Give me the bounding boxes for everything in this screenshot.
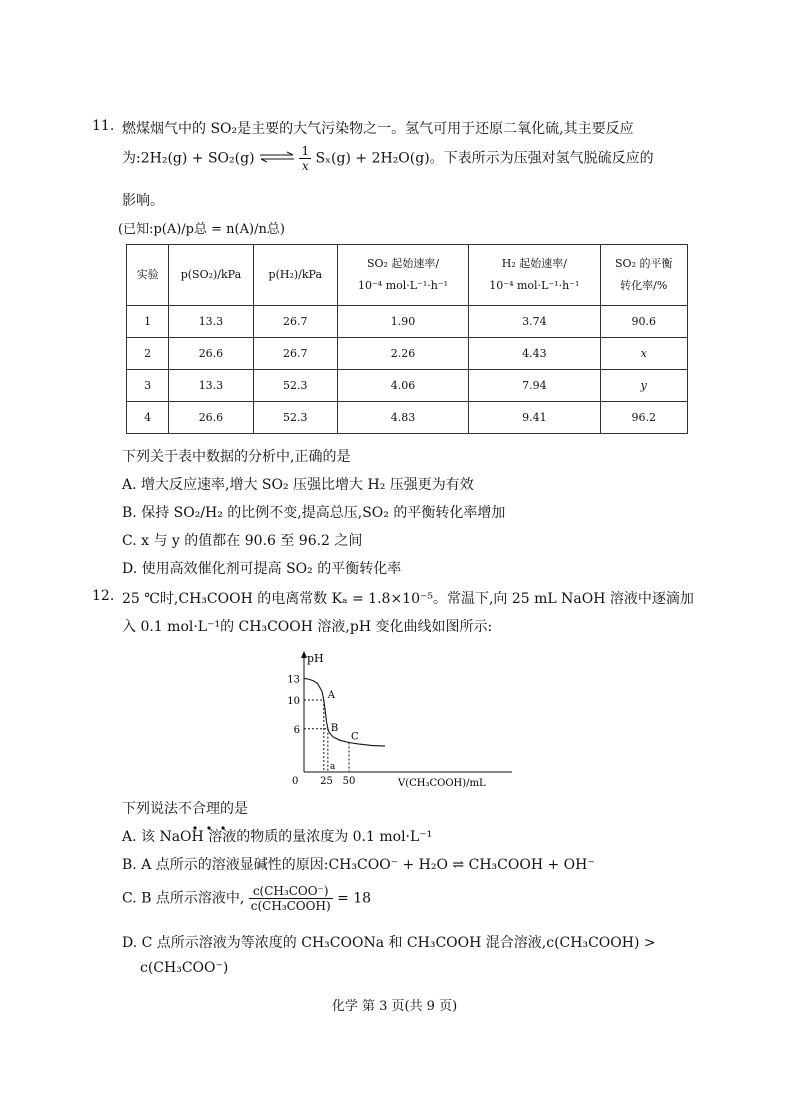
table-cell: 96.2 (600, 402, 688, 434)
x-tick-label: 25 (320, 776, 333, 787)
q12-option-c[interactable] (122, 884, 371, 924)
table-cell: y (600, 370, 688, 402)
origin-label: 0 (292, 776, 299, 787)
q11-line1: 燃煤烟气中的 SO₂是主要的大气污染物之一。氢气可用于还原二氧化硫,其主要反应 (122, 121, 634, 137)
table-cell: 4.43 (469, 338, 600, 370)
table-header-cell: p(H₂)/kPa (253, 245, 337, 306)
page-footer: 化学 第 3 页(共 9 页) (331, 999, 458, 1014)
table-header-cell: p(SO₂)/kPa (169, 245, 253, 306)
q12-prompt-after: 的是 (220, 801, 248, 817)
q11-line2-prefix: 为:2H₂(g) + SO₂(g) (122, 150, 255, 167)
table-row (127, 370, 688, 402)
point-label-c: C (351, 731, 359, 743)
table-cell: 26.6 (169, 338, 253, 370)
q11-frac-den: x (301, 159, 309, 173)
table-cell: 4.83 (337, 402, 468, 434)
table-header-cell: H₂ 起始速率/ 10⁻⁴ mol·L⁻¹·h⁻¹ (469, 245, 600, 306)
q12-option-d[interactable]: D. C 点所示溶液为等浓度的 CH₃COONa 和 CH₃COOH 混合溶液,c(CH₃COOH) > (122, 935, 656, 951)
y-tick-label: 10 (287, 696, 300, 707)
table-cell: 26.6 (169, 402, 253, 434)
table-header-cell: SO₂ 的平衡 转化率/% (600, 245, 688, 306)
y-tick-label: 13 (287, 674, 300, 686)
equilibrium-arrow-icon (259, 151, 295, 167)
q12-optc-suffix: = 18 (337, 890, 372, 907)
q11-frac-num: 1 (301, 144, 310, 158)
q12-prompt-before: 下列说法 (122, 801, 178, 817)
q12-prompt (122, 798, 248, 818)
q12-option-b[interactable]: B. A 点所示的溶液显碱性的原因:CH₃COO⁻ + H₂O ⇌ CH₃COOH + OH⁻ (122, 857, 595, 873)
q12-optc-fraction (249, 884, 333, 913)
point-label-b: B (330, 722, 339, 734)
y-tick-label: 6 (293, 724, 300, 736)
q11-fraction (299, 144, 311, 173)
q11-line2 (122, 144, 654, 184)
table-cell: 52.3 (253, 402, 337, 434)
table-cell: 1.90 (337, 306, 468, 338)
table-cell: 4.06 (337, 370, 468, 402)
table-header-cell: 实验 (127, 245, 169, 306)
table-header-cell: SO₂ 起始速率/ 10⁻⁴ mol·L⁻¹·h⁻¹ (337, 245, 468, 306)
q12-number: 12. (92, 588, 115, 604)
table-cell: 26.7 (253, 338, 337, 370)
table-cell: 3 (127, 370, 169, 402)
q11-line3: 影响。 (122, 193, 164, 209)
table-cell: 7.94 (469, 370, 600, 402)
q11-option-c[interactable]: C. x 与 y 的值都在 90.6 至 96.2 之间 (122, 533, 363, 549)
q11-prompt: 下列关于表中数据的分析中,正确的是 (122, 449, 351, 465)
ph-titration-chart (280, 648, 520, 788)
q12-optc-num: c(CH₃COO⁻) (249, 884, 333, 899)
q12-prompt-emphasis: 不合理 (178, 801, 220, 817)
table-cell: 13.3 (169, 306, 253, 338)
y-axis-label: pH (307, 652, 324, 665)
q12-option-d-cont: c(CH₃COO⁻) (140, 960, 229, 976)
table-header-row (127, 245, 688, 306)
table-row (127, 338, 688, 370)
q11-option-b[interactable]: B. 保持 SO₂/H₂ 的比例不变,提高总压,SO₂ 的平衡转化率增加 (122, 505, 506, 521)
emphasis-dots (188, 816, 236, 822)
table-cell: 1 (127, 306, 169, 338)
table-cell: 9.41 (469, 402, 600, 434)
point-label-a: A (327, 690, 336, 701)
table-cell: 52.3 (253, 370, 337, 402)
q11-number: 11. (92, 118, 115, 134)
q11-known: (已知:p(A)/p总 = n(A)/n总) (118, 222, 285, 237)
table-cell: 13.3 (169, 370, 253, 402)
table-row (127, 402, 688, 434)
table-cell: 90.6 (600, 306, 688, 338)
x-tick-label: 50 (342, 776, 356, 787)
q11-line2-suffix: Sₓ(g) + 2H₂O(g)。下表所示为压强对氢气脱硫反应的 (315, 150, 654, 167)
table-cell: 4 (127, 402, 169, 434)
q12-option-a[interactable]: A. 该 NaOH 溶液的物质的量浓度为 0.1 mol·L⁻¹ (122, 829, 433, 845)
table-cell: 2 (127, 338, 169, 370)
ph-curve-line (304, 678, 385, 746)
q11-option-d[interactable]: D. 使用高效催化剂可提高 SO₂ 的平衡转化率 (122, 561, 402, 577)
q11-data-table (126, 244, 688, 434)
q11-option-a[interactable]: A. 增大反应速率,增大 SO₂ 压强比增大 H₂ 压强更为有效 (122, 477, 474, 493)
table-cell: 2.26 (337, 338, 468, 370)
annotation-a-label: a (329, 762, 336, 772)
q12-optc-den: c(CH₃COOH) (250, 899, 331, 913)
q12-line2: 入 0.1 mol·L⁻¹的 CH₃COOH 溶液,pH 变化曲线如图所示: (122, 619, 493, 635)
x-axis-label: V(CH₃COOH)/mL (398, 778, 486, 788)
table-cell: x (600, 338, 688, 370)
q12-line1: 25 ℃时,CH₃COOH 的电离常数 Kₐ = 1.8×10⁻⁵。常温下,向 25 mL NaOH 溶液中逐滴加 (122, 591, 694, 607)
table-row (127, 306, 688, 338)
q12-optc-prefix: C. B 点所示溶液中, (122, 890, 245, 907)
table-cell: 26.7 (253, 306, 337, 338)
table-cell: 3.74 (469, 306, 600, 338)
